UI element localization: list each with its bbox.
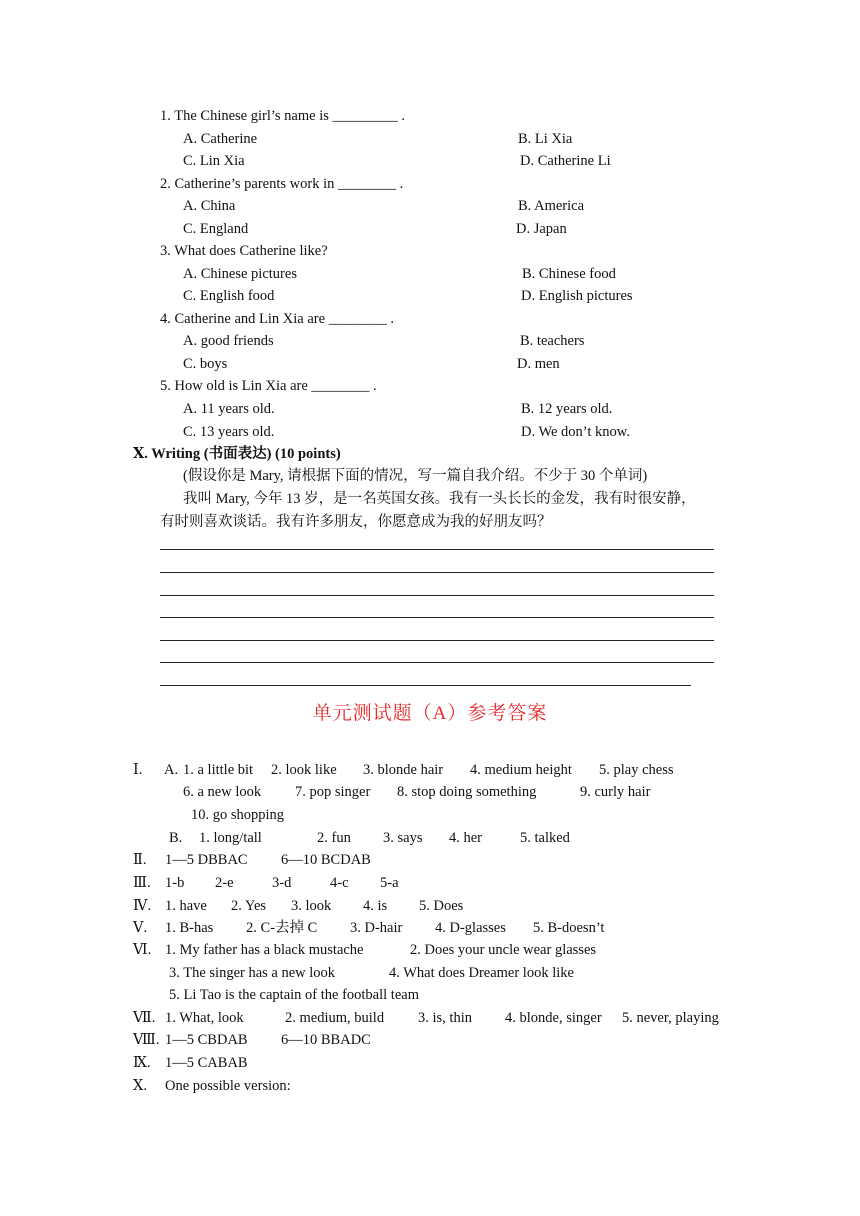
answer-number: Ⅷ. (133, 1032, 160, 1048)
answer-item: 6. a new look (183, 784, 262, 800)
answer-item: 1. B-has (165, 920, 214, 936)
answer-item: 1. have (165, 898, 207, 914)
answer-item: 1—5 CABAB (165, 1055, 248, 1071)
question-stem: 2. Catherine’s parents work in ________ . (160, 176, 404, 192)
answer-item: 9. curly hair (580, 784, 651, 800)
option-a: A. Chinese pictures (183, 266, 297, 282)
answer-number: Ⅶ. (133, 1010, 156, 1026)
answer-item: 2-e (215, 875, 234, 891)
answer-number: Ⅸ. (133, 1055, 151, 1071)
answer-line[interactable] (160, 662, 714, 663)
answer-item: One possible version: (165, 1078, 291, 1094)
writing-prompt-line-2: 有时则喜欢谈话。我有许多朋友，你愿意成为我的好朋友吗？ (160, 514, 552, 530)
answer-item: 3. D-hair (350, 920, 403, 936)
answer-number: Ⅰ. (133, 762, 143, 778)
answer-item: 4. is (363, 898, 388, 914)
answer-item: 1. long/tall (199, 830, 262, 846)
option-d: D. men (517, 356, 560, 372)
answer-key-title: 单元测试题（A）参考答案 (312, 703, 548, 724)
option-a: A. Catherine (183, 131, 258, 147)
question-stem: 4. Catherine and Lin Xia are ________ . (160, 311, 394, 327)
answer-line[interactable] (160, 617, 714, 618)
answer-item: 2. Does your uncle wear glasses (410, 942, 597, 958)
answer-number: Ⅵ. (133, 942, 152, 958)
answer-item: 3. blonde hair (363, 762, 444, 778)
option-c: C. England (183, 221, 249, 237)
answer-item: 5. talked (520, 830, 570, 846)
answer-item: 3. look (291, 898, 332, 914)
answer-item: 2. look like (271, 762, 337, 778)
option-c: C. English food (183, 288, 275, 304)
answer-item: 7. pop singer (295, 784, 371, 800)
answer-item: 5. play chess (599, 762, 674, 778)
answer-item: 4. D-glasses (435, 920, 506, 936)
writing-heading: Ⅹ. Writing (书面表达) (10 points) (133, 446, 341, 462)
answer-item: 4-c (330, 875, 349, 891)
answer-line[interactable] (160, 595, 714, 596)
answer-item: 3. The singer has a new look (169, 965, 336, 981)
answer-item: 2. Yes (231, 898, 267, 914)
question-stem: 1. The Chinese girl’s name is _________ . (160, 108, 405, 124)
answer-item: 4. What does Dreamer look like (389, 965, 574, 981)
answer-item: 1-b (165, 875, 185, 891)
answer-number: Ⅲ. (133, 875, 151, 891)
question-stem: 5. How old is Lin Xia are ________ . (160, 378, 377, 394)
option-a: A. China (183, 198, 236, 214)
option-c: C. boys (183, 356, 228, 372)
option-b: B. Chinese food (522, 266, 616, 282)
answer-item: 5. B-doesn’t (533, 920, 605, 936)
option-d: D. English pictures (521, 288, 633, 304)
answer-number: Ⅴ. (133, 920, 148, 936)
answer-part-label: A. (164, 762, 179, 778)
answer-line[interactable] (160, 685, 691, 686)
writing-instruction: (假设你是 Mary, 请根据下面的情况，写一篇自我介绍。不少于 30 个单词) (183, 468, 648, 484)
answer-item: 8. stop doing something (397, 784, 537, 800)
answer-number: Ⅱ. (133, 852, 147, 868)
answer-item: 2. medium, build (285, 1010, 385, 1026)
option-a: A. good friends (183, 333, 274, 349)
option-a: A. 11 years old. (183, 401, 275, 417)
answer-item: 1. a little bit (183, 762, 254, 778)
answer-item: 5-a (380, 875, 399, 891)
answer-item: 4. her (449, 830, 483, 846)
answer-part-label: B. (169, 830, 183, 846)
answer-item: 2. C-去掉 C (246, 920, 318, 936)
writing-prompt-line-1: 我叫 Mary, 今年 13 岁，是一名英国女孩。我有一头长长的金发，我有时很安静， (183, 491, 696, 507)
answer-item: 6—10 BCDAB (281, 852, 371, 868)
answer-item: 5. Li Tao is the captain of the football team (169, 987, 419, 1003)
answer-item: 3. is, thin (418, 1010, 472, 1026)
answer-item: 5. never, playing (622, 1010, 719, 1026)
answer-item: 3. says (383, 830, 423, 846)
answer-number: Ⅹ. (133, 1078, 147, 1094)
option-c: C. Lin Xia (183, 153, 245, 169)
option-c: C. 13 years old. (183, 424, 275, 440)
option-b: B. 12 years old. (521, 401, 613, 417)
question-stem: 3. What does Catherine like? (160, 243, 328, 259)
option-d: D. We don’t know. (521, 424, 630, 440)
answer-line[interactable] (160, 572, 714, 573)
answer-item: 6—10 BBADC (281, 1032, 371, 1048)
answer-item: 1—5 DBBAC (165, 852, 248, 868)
answer-number: Ⅳ. (133, 898, 152, 914)
answer-item: 3-d (272, 875, 292, 891)
option-d: D. Catherine Li (520, 153, 611, 169)
answer-item: 1. My father has a black mustache (165, 942, 364, 958)
answer-line[interactable] (160, 549, 714, 550)
answer-item: 4. medium height (470, 762, 572, 778)
answer-item: 4. blonde, singer (505, 1010, 602, 1026)
answer-item: 10. go shopping (191, 807, 285, 823)
answer-item: 1—5 CBDAB (165, 1032, 248, 1048)
answer-item: 1. What, look (165, 1010, 244, 1026)
answer-line[interactable] (160, 640, 714, 641)
answer-item: 2. fun (317, 830, 351, 846)
answer-item: 5. Does (419, 898, 464, 914)
option-b: B. teachers (520, 333, 585, 349)
option-b: B. Li Xia (518, 131, 573, 147)
option-b: B. America (518, 198, 585, 214)
option-d: D. Japan (516, 221, 567, 237)
